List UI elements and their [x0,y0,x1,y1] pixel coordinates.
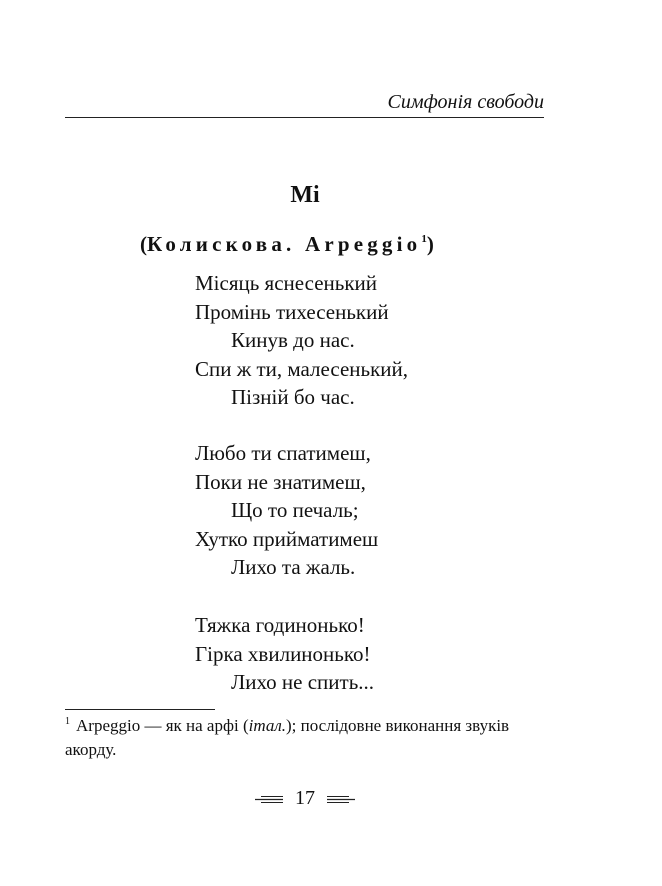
footnote-marker: 1 [65,716,70,727]
subtitle-open-paren: ( [140,232,147,256]
header-rule [65,117,544,118]
verse-line: Хутко прийматимеш [195,526,379,551]
verse-line: Кинув до нас. [231,328,355,352]
page-number: 17 [295,787,315,809]
subtitle-close-paren: ) [426,232,434,256]
verse-line: Спи ж ти, малесенький, [195,356,409,381]
stanza-1 [195,269,408,412]
verse-line: Що то печаль; [231,498,359,522]
page-folio [0,786,610,810]
poem-title: Мі [290,182,320,208]
verse-line: Тяжка годинонько! [195,613,365,637]
verse-line: Промінь тихесенький [195,299,389,324]
verse-line: Гірка хвилинонько! [195,641,371,666]
verse-line: Лихо не спить... [231,670,375,694]
subtitle-text: Колискова. Arpeggio [147,232,422,256]
footnote-rest: ); послідовне виконання звуків акорду. [65,716,510,759]
stanza-3 [195,611,374,697]
footnote [65,714,555,762]
footnote-language: італ. [248,716,286,735]
footnote-term: Arpeggio — як на арфі ( [76,716,249,735]
folio-ornament-right-icon [327,795,355,804]
footnote-reference: 1 [421,233,427,245]
verse-line: Поки не знатимеш, [195,469,366,494]
verse-line: Місяць яснесенький [195,271,378,295]
poem-subtitle [140,230,434,258]
running-title: Симфонія свободи [387,91,544,113]
verse-line: Лихо та жаль. [231,555,356,579]
footnote-rule [65,709,215,710]
folio-ornament-left-icon [255,795,283,804]
stanza-2 [195,439,378,582]
verse-line: Любо ти спатимеш, [195,441,371,465]
verse-line: Пізній бо час. [231,385,355,409]
